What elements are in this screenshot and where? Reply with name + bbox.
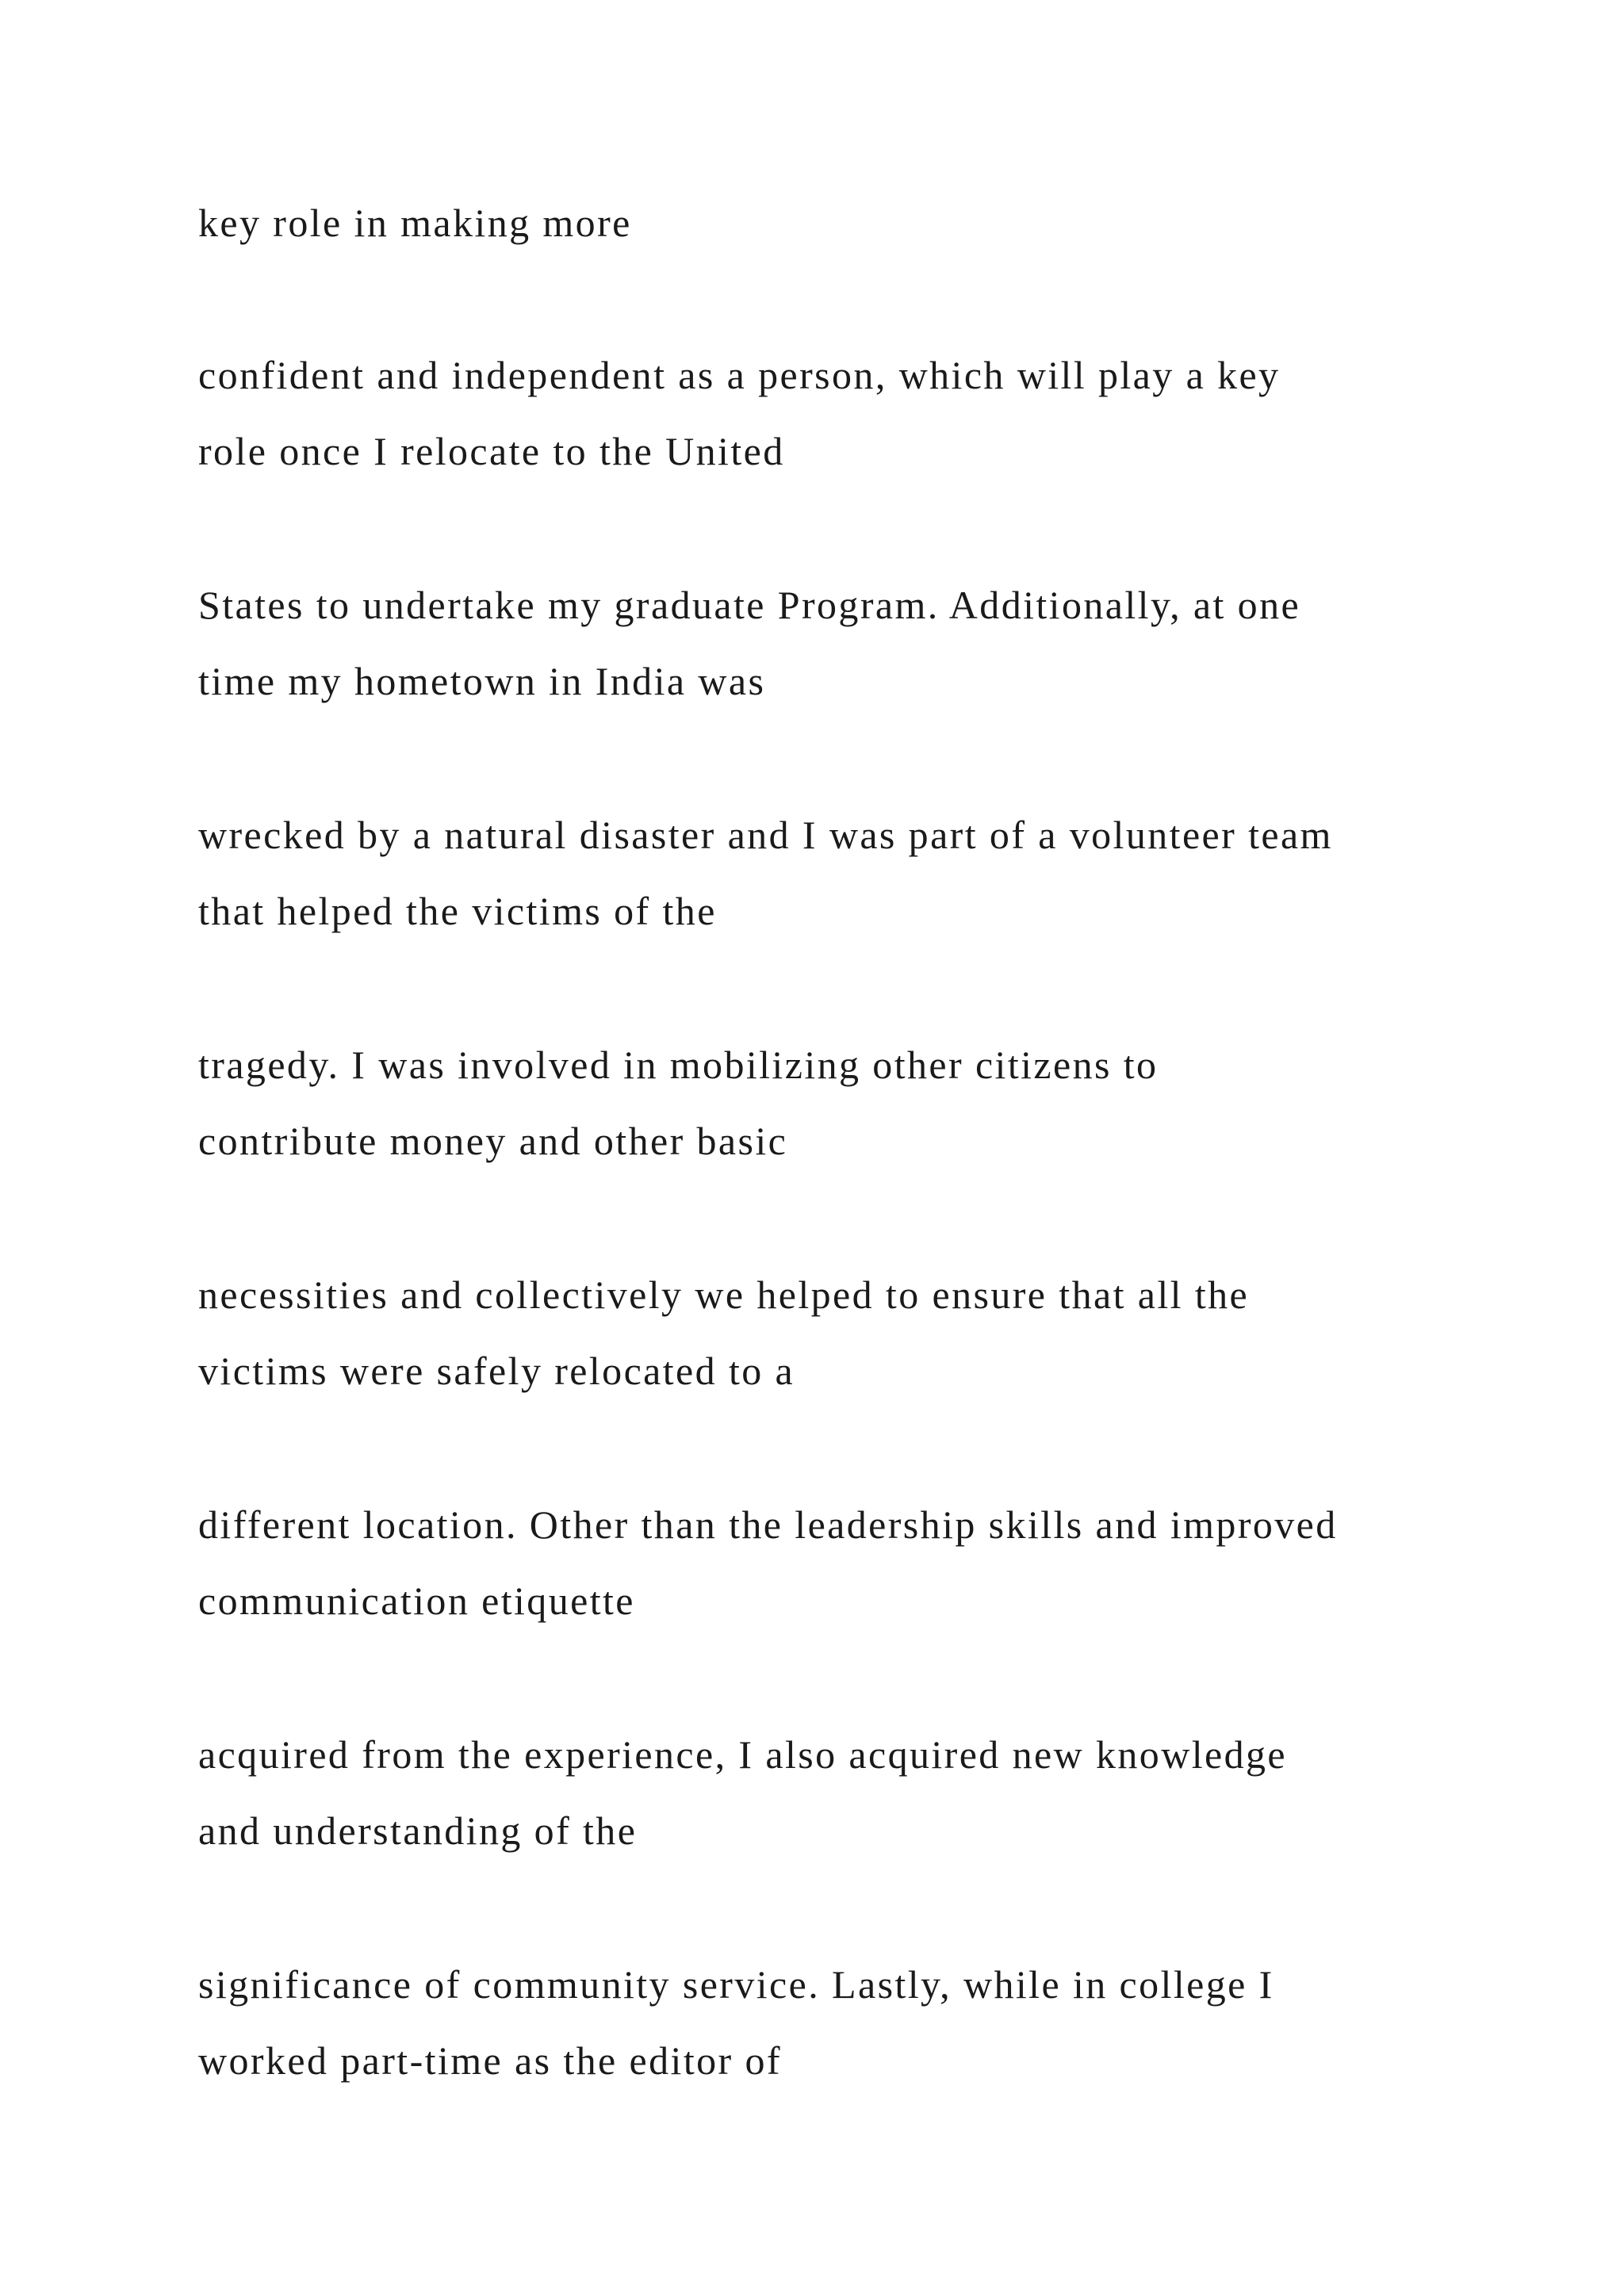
text-line: tragedy. I was involved in mobilizing other citizens to [198, 1043, 1159, 1087]
paragraph-9 [198, 1946, 1594, 2099]
text-line: acquired from the experience, I also acquired new knowledge [198, 1732, 1287, 1777]
text-line: key role in making more [198, 201, 632, 245]
paragraph-1 [198, 185, 1594, 261]
text-line: time my hometown in India was [198, 659, 766, 703]
paragraph-4 [198, 797, 1594, 949]
text-line: wrecked by a natural disaster and I was part of a volunteer team [198, 813, 1333, 857]
text-line: that helped the victims of the [198, 889, 717, 933]
paragraph-3 [198, 567, 1594, 719]
text-line: worked part-time as the editor of [198, 2038, 782, 2083]
paragraph-7 [198, 1487, 1594, 1639]
text-line: victims were safely relocated to a [198, 1349, 795, 1393]
text-line: different location. Other than the leadership skills and improved [198, 1502, 1338, 1547]
text-line: contribute money and other basic [198, 1119, 788, 1163]
text-line: necessities and collectively we helped to ensure that all the [198, 1272, 1250, 1317]
text-line: significance of community service. Lastly, while in college I [198, 1962, 1274, 2007]
text-line: communication etiquette [198, 1578, 635, 1623]
text-line: States to undertake my graduate Program. Additionally, at one [198, 583, 1301, 627]
text-line: and understanding of the [198, 1808, 638, 1853]
text-line: confident and independent as a person, which will play a key [198, 353, 1281, 397]
paragraph-2 [198, 337, 1594, 489]
text-line: role once I relocate to the United [198, 429, 785, 473]
paragraph-5 [198, 1027, 1594, 1179]
paragraph-6 [198, 1257, 1594, 1409]
paragraph-8 [198, 1716, 1594, 1869]
